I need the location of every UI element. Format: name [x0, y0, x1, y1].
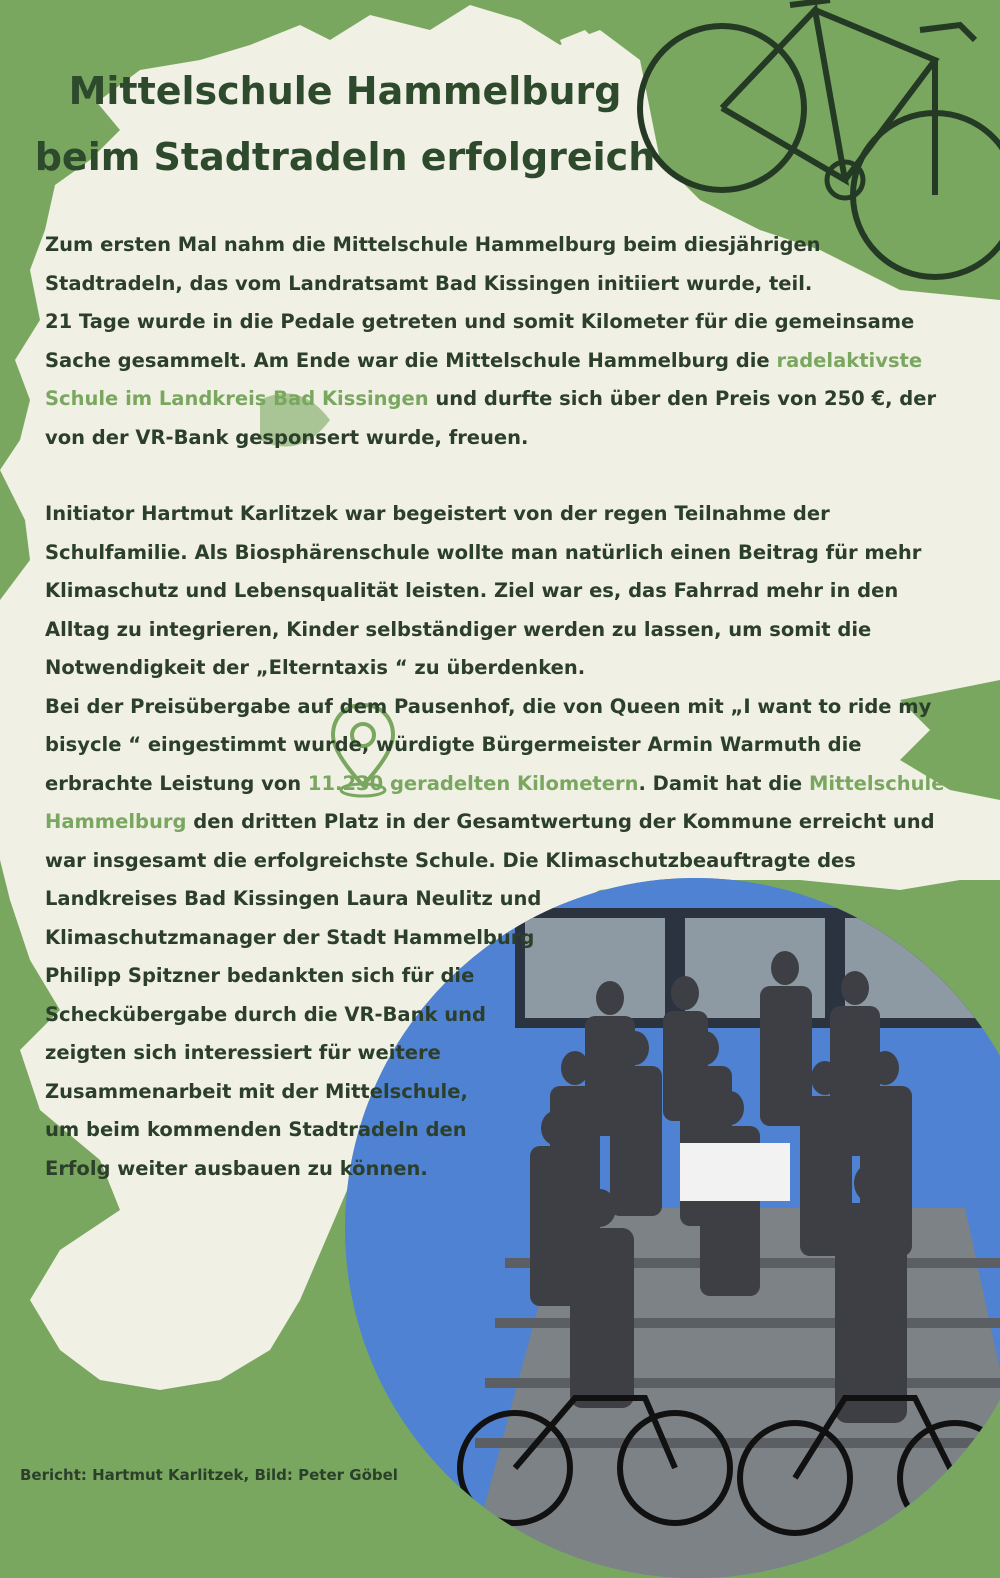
highlight-school-name: Mittelschule Hammelburg	[45, 771, 945, 833]
paragraph-1-text: 21 Tage wurde in die Pedale getreten und somit Kilometer für die gemeinsame Sache gesammelt. Am Ende war die Mittelschule Hammelburg die	[45, 310, 915, 372]
paragraph-3-text: Bei der Preisübergabe auf dem Pausenhof, die von Queen mit „I want to ride my bisycle “ eingestimmt wurde, würdigte Bürgermeister Armin Warmuth die erbrachte Leistung von	[45, 694, 932, 795]
highlight-most-active-school: radelaktivste Schule im Landkreis Bad Kissingen	[45, 348, 923, 410]
title-line-1: Mittelschule Hammelburg	[68, 69, 622, 113]
article-paragraph-3-end: Philipp Spitzner bedankten sich für die Scheckübergabe durch die VR-Bank und zeigten sich interessiert für weitere Zusammenarbeit mit der Mittelschule, um beim kommenden Stadtradeln den Erfolg weiter ausbauen zu können.	[45, 964, 486, 1180]
article-body	[45, 226, 965, 1188]
paragraph-1-intro: Zum ersten Mal nahm die Mittelschule Hammelburg beim diesjährigen Stadtradeln, das vom Landratsamt Bad Kissingen initiiert wurde, teil.	[45, 233, 821, 295]
paragraph-3-text-2: . Damit hat die	[638, 771, 809, 795]
article-paragraph-2: Initiator Hartmut Karlitzek war begeistert von der regen Teilnahme der Schulfamilie. Als Biosphärenschule wollte man natürlich einen Beitrag für mehr Klimaschutz und Lebensqualität leisten. Ziel war es, das Fahrrad mehr in den Alltag zu integrieren, Kinder selbständiger werden zu lassen, um somit die Notwendigkeit der „Elterntaxis “ zu überdenken.	[45, 502, 922, 679]
paragraph-3-text-3: den dritten Platz in der Gesamtwertung der Kommune erreicht und war insgesamt die erfolgreichste Schule. Die Klimaschutzbeauftragte des Landkreises Bad Kissingen Laura Neulitz und	[45, 810, 935, 910]
page-title	[0, 58, 690, 190]
article-paragraph-3-cont: Klimaschutzmanager der Stadt Hammelburg	[45, 925, 535, 949]
article-paragraph-1	[45, 226, 965, 457]
paragraph-1-end: und durfte sich über den Preis von 250 €, der von der VR-Bank gesponsert wurde, freuen.	[45, 387, 937, 449]
highlight-kilometers: 11.230 geradelten Kilometern	[307, 771, 639, 795]
title-line-2: beim Stadtradeln erfolgreich	[34, 135, 656, 179]
article-paragraph-3	[45, 688, 965, 919]
photo-credit: Bericht: Hartmut Karlitzek, Bild: Peter Göbel	[20, 1466, 398, 1484]
